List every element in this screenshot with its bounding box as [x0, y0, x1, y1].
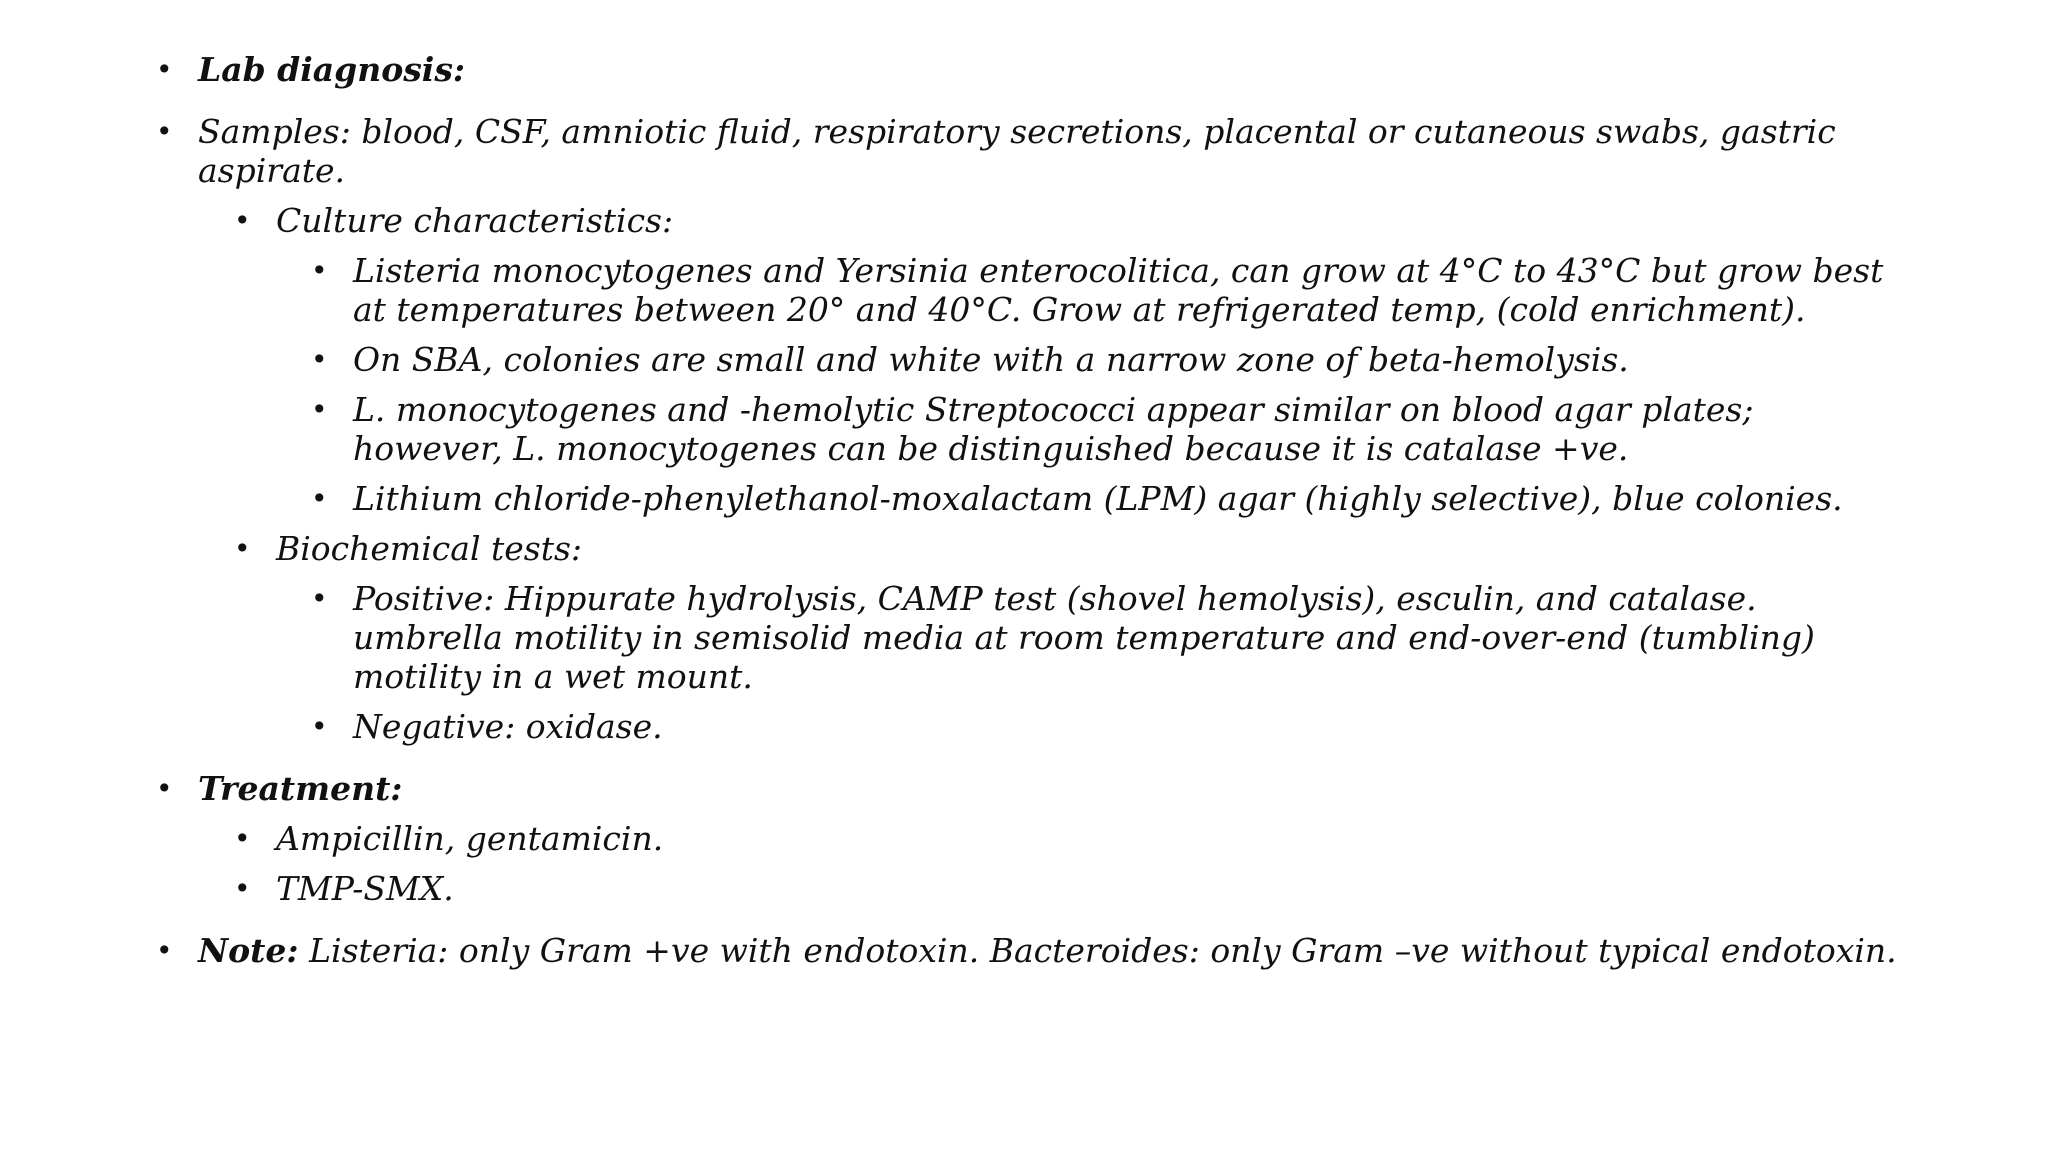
bullet-icon: •: [311, 582, 328, 615]
heading-note: Note:: [198, 931, 299, 970]
item-text: Negative: oxidase.: [353, 707, 663, 746]
item-text: Ampicillin, gentamicin.: [276, 819, 664, 858]
item-text: On SBA, colonies are small and white with a narrow zone of beta-hemolysis.: [353, 340, 1629, 379]
bullet-icon: •: [156, 53, 173, 86]
bullet-icon: •: [311, 710, 328, 743]
list-item-sba-colonies: [146, 340, 1906, 379]
bullet-icon: •: [234, 822, 251, 855]
bullet-icon: •: [311, 393, 328, 426]
item-text: Biochemical tests:: [276, 529, 583, 568]
list-item-biochemical-tests: [146, 529, 1906, 568]
bullet-icon: •: [156, 934, 173, 967]
item-text: TMP-SMX.: [276, 869, 454, 908]
item-text: Samples: blood, CSF, amniotic fluid, respiratory secretions, placental or cutaneous swabs, gastric aspirate.: [198, 112, 1836, 190]
list-item-lpm-agar: [146, 479, 1906, 518]
heading-treatment: Treatment:: [198, 769, 403, 808]
list-item-note: [146, 931, 1906, 970]
bullet-icon: •: [156, 772, 173, 805]
bullet-icon: •: [156, 115, 173, 148]
item-text: L. monocytogenes and -hemolytic Streptococci appear similar on blood agar plates; however, L. monocytogenes can be distinguished because it is catalase +ve.: [353, 390, 1754, 468]
bullet-icon: •: [234, 872, 251, 905]
list-item-ampicillin: [146, 819, 1906, 858]
list-item-positive-tests: [146, 579, 1906, 696]
bullet-icon: •: [234, 204, 251, 237]
bullet-list: [146, 50, 1906, 970]
list-item-streptococci-comparison: [146, 390, 1906, 468]
list-item-treatment: [146, 769, 1906, 808]
list-item-negative-tests: [146, 707, 1906, 746]
bullet-icon: •: [311, 254, 328, 287]
heading-lab-diagnosis: Lab diagnosis:: [198, 50, 466, 89]
item-text: Listeria: only Gram +ve with endotoxin. Bacteroides: only Gram –ve without typical endotoxin.: [298, 931, 1897, 970]
item-text: Culture characteristics:: [276, 201, 674, 240]
list-item-culture-characteristics: [146, 201, 1906, 240]
list-item-tmp-smx: [146, 869, 1906, 908]
list-item-samples: [146, 112, 1906, 190]
bullet-icon: •: [234, 532, 251, 565]
item-text: Listeria monocytogenes and Yersinia enterocolitica, can grow at 4°C to 43°C but grow best at temperatures between 20° and 40°C. Grow at refrigerated temp, (cold enrichment).: [353, 251, 1884, 329]
item-text: Lithium chloride-phenylethanol-moxalactam (LPM) agar (highly selective), blue colonies.: [353, 479, 1843, 518]
list-item-growth-temperature: [146, 251, 1906, 329]
bullet-icon: •: [311, 482, 328, 515]
list-item-lab-diagnosis: [146, 50, 1906, 89]
item-text: Positive: Hippurate hydrolysis, CAMP test (shovel hemolysis), esculin, and catalase. umbrella motility in semisolid media at room temperature and end-over-end (tumbling) motility in a wet mount.: [353, 579, 1815, 696]
bullet-icon: •: [311, 343, 328, 376]
